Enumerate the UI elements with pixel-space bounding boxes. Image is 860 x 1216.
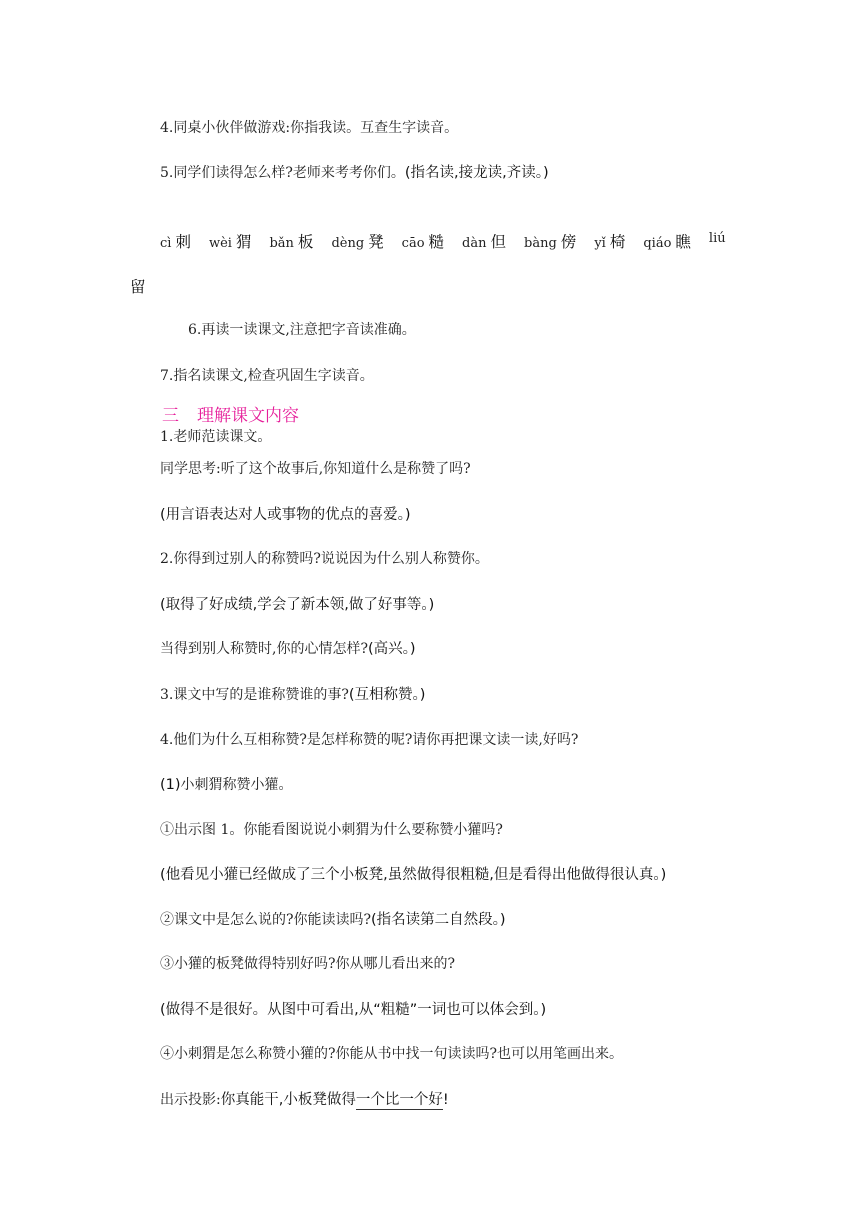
step-5: [160, 163, 549, 183]
para-b5: [160, 595, 434, 615]
para-b2: [160, 459, 471, 479]
pinyin-wrap-hanzi: 留: [130, 278, 146, 296]
hanzi: 猬: [235, 233, 252, 251]
para-b15: [160, 1044, 623, 1064]
para-text: 同学思考:听了这个故事后,你知道什么是称赞了吗?: [160, 461, 471, 477]
step-5-answer: (指名读,接龙读,齐读。): [404, 165, 549, 181]
para-b4: [160, 549, 489, 569]
pinyin: cāo: [401, 236, 425, 251]
para-b8: [160, 730, 578, 750]
para-b12: [160, 910, 506, 930]
para-text: ④小刺猬是怎么称赞小獾的?你能从书中找一句读读吗?也可以用笔画出来。: [160, 1046, 624, 1062]
para-b1: [160, 427, 271, 447]
pinyin: liú: [708, 231, 726, 246]
para-b6: [160, 639, 416, 659]
step-4: [160, 118, 458, 138]
para-text: ②课文中是怎么说的?你能读读吗?: [160, 912, 372, 928]
pinyin-pair: [331, 230, 383, 252]
para-b3: [160, 505, 411, 525]
para-text: ③小獾的板凳做得特别好吗?你从哪儿看出来的?: [160, 956, 456, 972]
para-text: 小刺猬称赞小獾。: [180, 777, 293, 793]
para-b7: [160, 685, 425, 705]
para-text: 4.他们为什么互相称赞?是怎样称赞的呢?请你再把课文读一读,好吗?: [160, 732, 579, 748]
answer-text: !: [442, 1092, 449, 1108]
hanzi: 瞧: [675, 233, 691, 251]
step-7: [160, 366, 374, 386]
step-6: [188, 320, 416, 340]
answer-text: (指名读第二自然段。): [371, 912, 506, 928]
step-6-text: 6.再读一读课文,注意把字音读准确。: [188, 322, 416, 338]
para-text: ①出示图 1。你能看图说说小刺猬为什么要称赞小獾吗?: [160, 822, 503, 838]
para-b11: [160, 865, 666, 885]
para-b16: [160, 1090, 449, 1110]
pinyin: cì: [160, 236, 172, 251]
pinyin-pair: [462, 230, 506, 252]
underlined-text: 一个比一个好: [355, 1092, 443, 1108]
answer-text: (取得了好成绩,学会了新本领,做了好事等。): [160, 597, 435, 613]
pinyin: yǐ: [594, 236, 606, 251]
step-7-text: 7.指名读课文,检查巩固生字读音。: [160, 368, 374, 384]
para-b9: [160, 775, 293, 795]
para-text: 出示投影:: [160, 1092, 221, 1108]
pinyin-pair: [594, 230, 625, 252]
list-number: (1): [160, 777, 181, 793]
para-text: 当得到别人称赞时,你的心情怎样?: [160, 641, 368, 657]
pinyin-pair: [209, 230, 252, 252]
pinyin-pair: [402, 230, 444, 252]
hanzi: 板: [297, 233, 314, 251]
pinyin: bǎn: [269, 236, 294, 251]
pinyin: wèi: [208, 236, 232, 251]
para-b13: [160, 954, 455, 974]
pinyin: dèng: [331, 236, 365, 251]
para-text: 3.课文中写的是谁称赞谁的事?: [160, 687, 349, 703]
hanzi: 刺: [175, 233, 191, 251]
section-title: 理解课文内容: [197, 406, 299, 426]
answer-text: (做得不是很好。从图中可看出,从“粗糙”一词也可以体会到。): [160, 1002, 547, 1018]
para-b14: [160, 1000, 546, 1020]
hanzi: 凳: [368, 233, 384, 251]
pinyin: qiáo: [643, 236, 672, 251]
answer-text: (他看见小獾已经做成了三个小板凳,虽然做得很粗糙,但是看得出他做得很认真。): [160, 867, 667, 883]
pinyin-pair: [524, 230, 576, 252]
answer-text: (用言语表达对人或事物的优点的喜爱。): [160, 507, 411, 523]
para-text: 1.老师范读课文。: [160, 429, 272, 445]
hanzi: 糙: [428, 233, 445, 251]
pinyin-pair: [643, 230, 691, 252]
hanzi: 椅: [609, 233, 626, 251]
pinyin-pair: [709, 230, 730, 252]
step-5-question: 5.同学们读得怎么样?老师来考考你们。: [160, 165, 405, 181]
pinyin: dàn: [462, 236, 487, 251]
pinyin: bàng: [524, 236, 557, 251]
answer-text: (互相称赞。): [348, 687, 426, 703]
pinyin-row: [160, 230, 730, 252]
section-number: 三: [162, 406, 179, 426]
para-text: 2.你得到过别人的称赞吗?说说因为什么别人称赞你。: [160, 551, 489, 567]
pinyin-pair: [269, 230, 313, 252]
pinyin-pair: [160, 230, 191, 252]
para-b10: [160, 820, 503, 840]
hanzi: 傍: [560, 233, 577, 251]
hanzi: 但: [490, 233, 507, 251]
answer-text: 你真能干,小板凳做得: [220, 1092, 356, 1108]
section-heading: [162, 401, 299, 426]
answer-text: (高兴。): [367, 641, 416, 657]
step-4-text: 4.同桌小伙伴做游戏:你指我读。互查生字读音。: [160, 120, 459, 136]
